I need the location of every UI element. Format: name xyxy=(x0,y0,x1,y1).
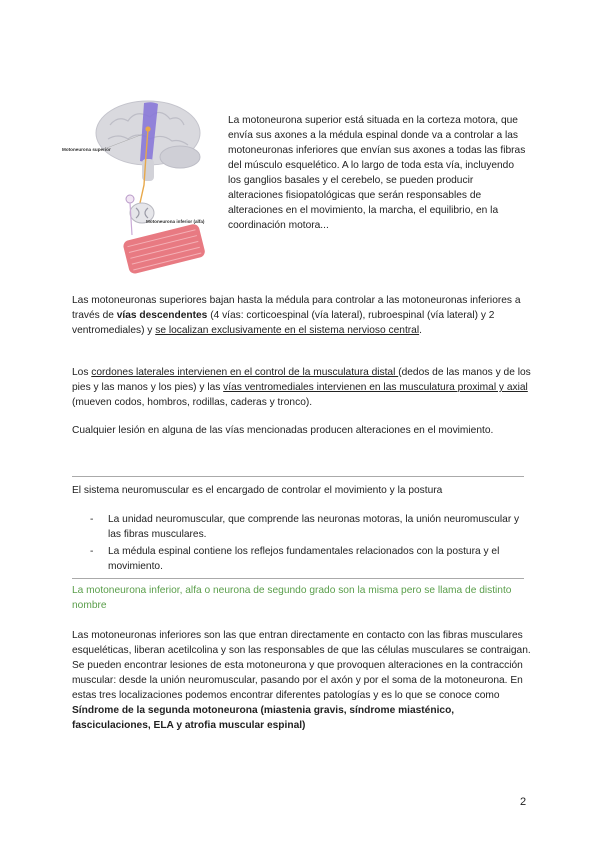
motor-pathway-illustration xyxy=(60,95,222,280)
upper-neuron-soma xyxy=(145,126,150,131)
label-lower-motor-neuron: Motoneurona inferior (alfa) xyxy=(146,219,205,224)
paragraph-lower-motor-neurons: Las motoneuronas inferiores son las que entran directamente en contacto con las fibras musculares esqueléticas, liberan acetilcolina y son las responsables de que las células musculares se contraigan. Se pueden encontrar lesiones de esta motoneurona y que provoquen alteraciones en la contracción muscular: desde la unión neuromuscular, pasando por el axón y por el soma de la motoneurona. En estas tres localizaciones podemos encontrar diferentes patologías y es lo que se conoce como Síndrome de la segunda motoneurona (miastenia gravis, síndrome miasténico, fasciculaciones, ELA y atrofia muscular espinal) xyxy=(72,630,531,731)
list-item: - La unidad neuromuscular, que comprende las neuronas motoras, la unión neuromuscular y las fibras musculares. xyxy=(90,512,530,542)
paragraph-lesions: Cualquier lesión en alguna de las vías mencionadas producen alteraciones en el movimiento. xyxy=(72,425,494,436)
green-note: La motoneurona inferior, alfa o neurona de segundo grado son la misma pero se llama de distinto nombre xyxy=(72,585,512,611)
divider-2 xyxy=(72,578,524,579)
bullet-list xyxy=(90,512,530,576)
divider-1 xyxy=(72,476,524,477)
motor-pathway-figure xyxy=(60,95,222,280)
page-number: 2 xyxy=(520,796,527,808)
intro-paragraph: La motoneurona superior está situada en la corteza motora, que envía sus axones a la médula espinal donde va a controlar a las motoneuronas inferiores que envían sus axones a todas las fibras del músculo esquelético. A lo largo de toda esta vía, incluyendo los ganglios basales y el cerebelo, se pueden producir alteraciones fisiopatológicas que serán responsables de alteraciones en el movimiento, la marcha, el equilibrio, en la coordinación motora... xyxy=(228,115,526,231)
paragraph-neuromuscular-system: El sistema neuromuscular es el encargado de controlar el movimiento y la postura xyxy=(72,485,443,496)
lower-neuron-soma xyxy=(126,195,134,203)
paragraph-lateral-ventromedial: Los cordones laterales intervienen en el control de la musculatura distal (dedos de las manos y de los pies y las manos y los pies) y las vías ventromediales intervienen en las musculatura proximal y axial (mueven codos, hombros, rodillas, caderas y tronco). xyxy=(72,367,531,408)
label-upper-motor-neuron: Motoneurona superior xyxy=(62,147,111,152)
list-item: - La médula espinal contiene los reflejos fundamentales relacionados con la postura y el movimiento. xyxy=(90,544,530,574)
paragraph-descending-pathways: Las motoneuronas superiores bajan hasta la médula para controlar a las motoneuronas inferiores a través de vías descendentes (4 vías: corticoespinal (vía lateral), rubroespinal (vía lateral) y 2 ventromediales) y se localizan exclusivamente en el sistema nervioso central. xyxy=(72,295,521,336)
muscle-fibers xyxy=(122,223,206,275)
cerebellum-shape xyxy=(160,146,200,168)
